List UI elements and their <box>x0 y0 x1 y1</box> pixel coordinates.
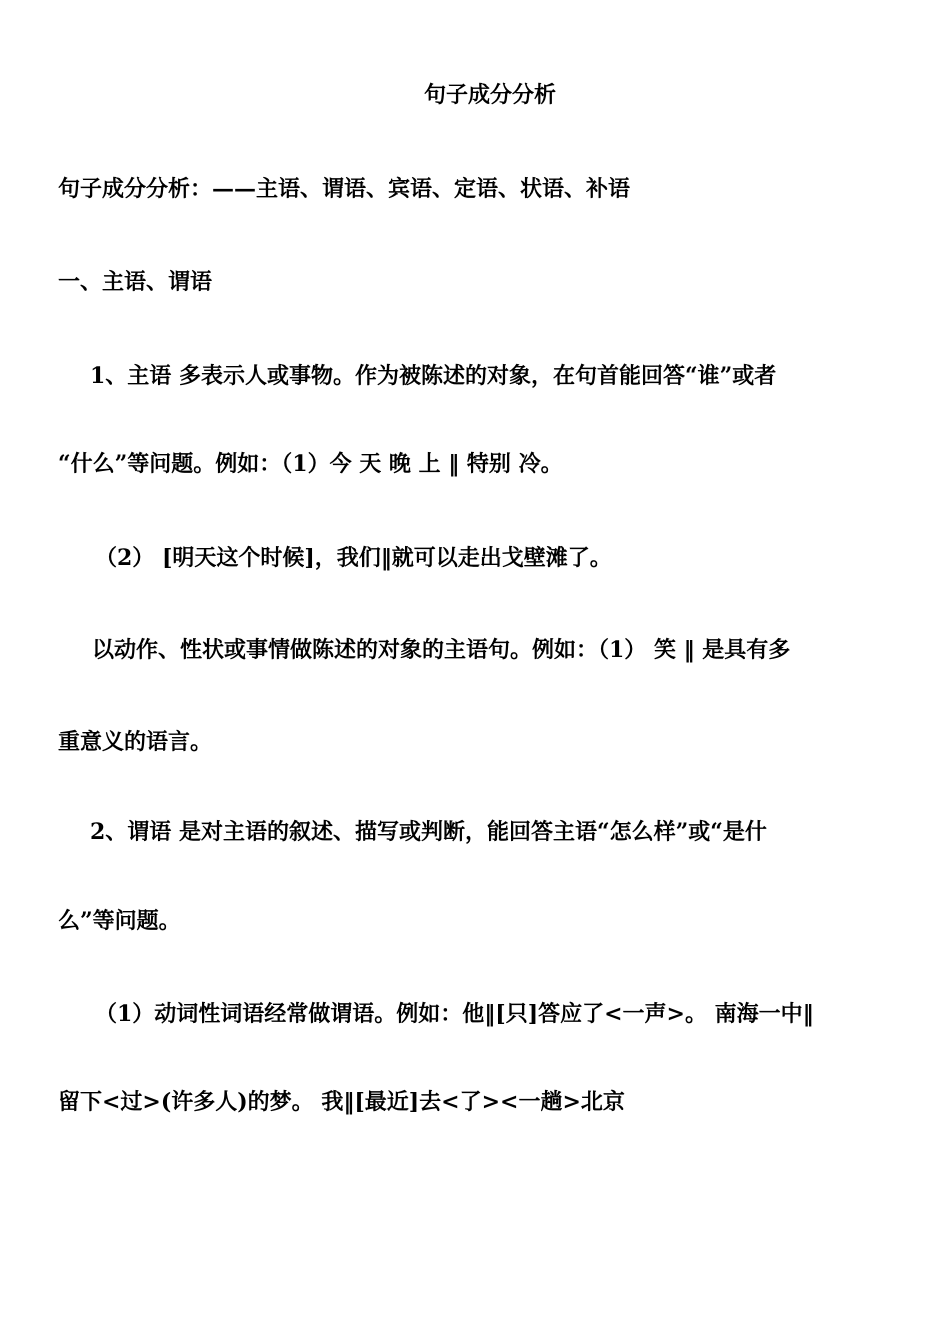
text-line-subject-example-1: “什么”等问题。例如：（1）今 天 晚 上 ‖ 特别 冷。 <box>58 451 563 477</box>
text-line-verb-predicate-cont: 留下<过>(许多人)的梦。 我‖[最近]去<了><一趟>北京 <box>58 1089 625 1115</box>
text-line-predicate-definition-cont: 么”等问题。 <box>58 908 181 934</box>
text-line-action-subject-cont: 重意义的语言。 <box>58 729 213 755</box>
text-line-predicate-definition: 2、谓语 是对主语的叙述、描写或判断，能回答主语“怎么样”或“是什 <box>90 819 767 845</box>
text-line-subject-example-2: （2） [明天这个时候]，我们‖就可以走出戈壁滩了。 <box>95 545 612 571</box>
document-title: 句子成分分析 <box>423 82 556 108</box>
text-line-verb-predicate: （1）动词性词语经常做谓语。例如：他‖[只]答应了<一声>。 南海一中‖ <box>95 1001 814 1027</box>
text-line-subject-definition: 1、主语 多表示人或事物。作为被陈述的对象，在句首能回答“谁”或者 <box>90 363 777 389</box>
text-line-action-subject: 以动作、性状或事情做陈述的对象的主语句。例如：（1） 笑 ‖ 是具有多 <box>92 637 791 663</box>
section-heading-subject-predicate: 一、主语、谓语 <box>58 269 213 295</box>
text-line-components: 句子成分分析：——主语、谓语、宾语、定语、状语、补语 <box>58 176 631 202</box>
